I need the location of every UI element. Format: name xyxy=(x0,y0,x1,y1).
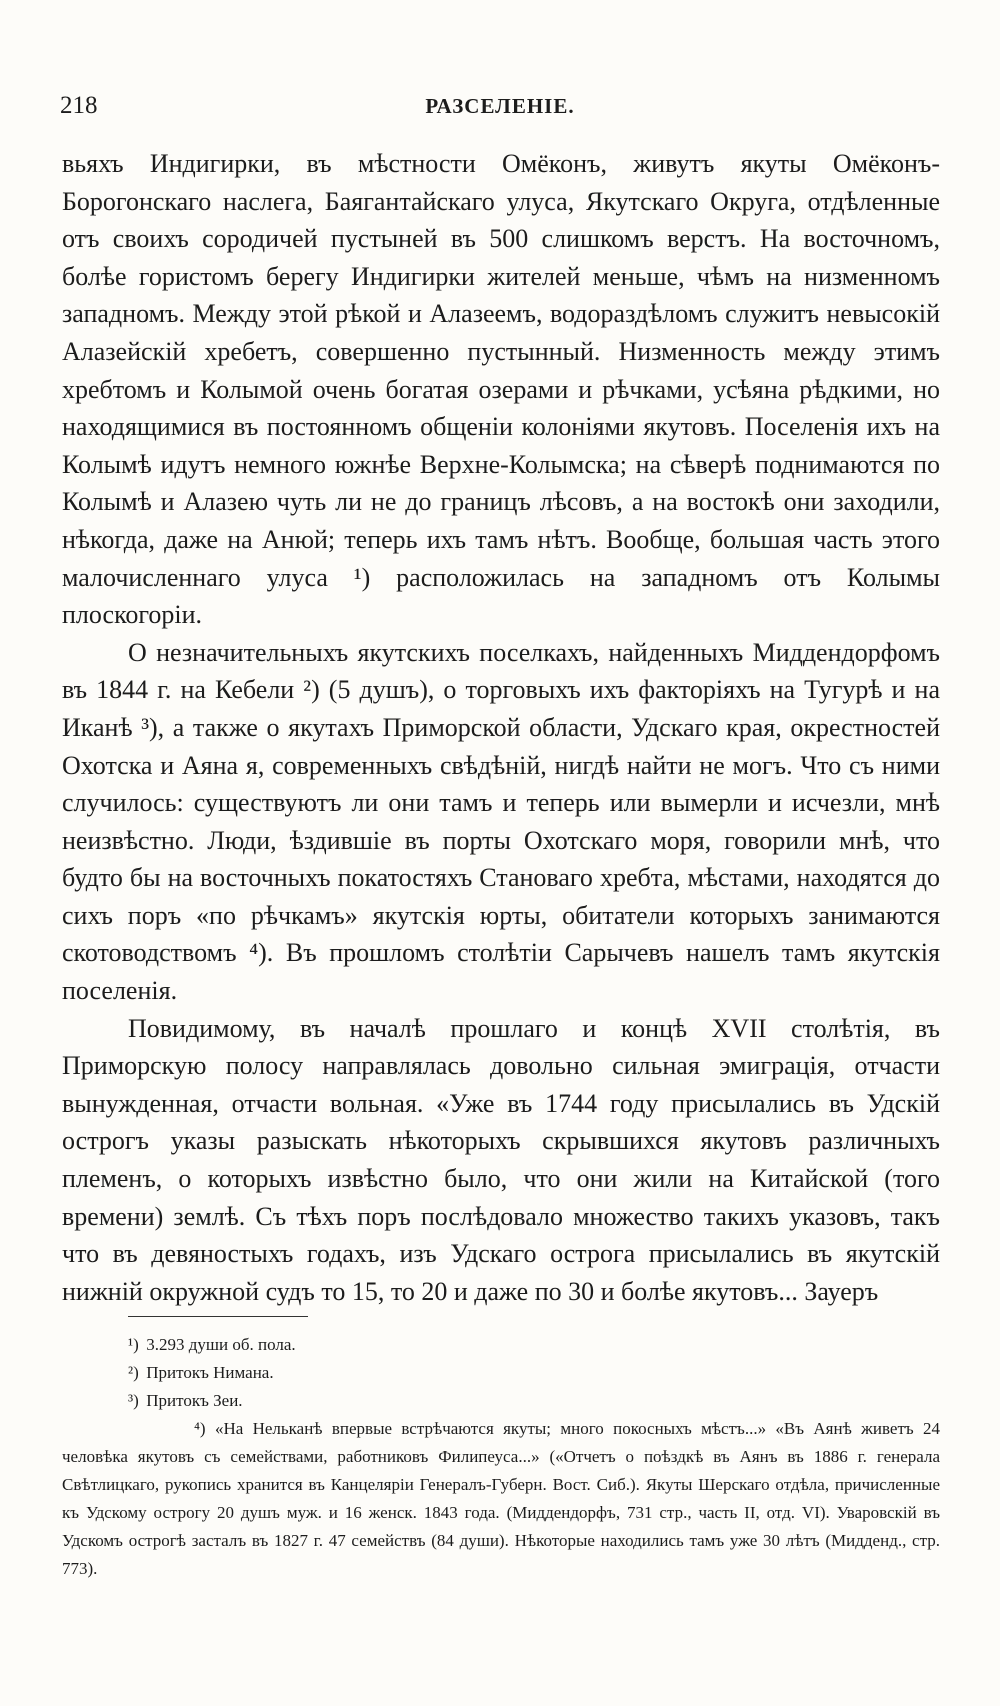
footnote-mark: ³) xyxy=(128,1391,139,1410)
running-title: РАЗСЕЛЕНІЕ. xyxy=(425,94,575,118)
footnote-text: Притокъ Зеи. xyxy=(146,1391,243,1410)
footnote-3 xyxy=(62,1387,940,1415)
footnote-text: 3.293 души об. пола. xyxy=(146,1335,296,1354)
paragraph-2: О незначительныхъ якутскихъ поселкахъ, найденныхъ Миддендорфомъ въ 1844 г. на Кебели ²) (5 душъ), о торговыхъ ихъ факторіяхъ на Тугурѣ и на Иканѣ ³), а также о якутахъ Приморской области, Удскаго края, окрестностей Охотска и Аяна я, современныхъ свѣдѣній, нигдѣ найти не могъ. Что съ ними случилось: существуютъ ли они тамъ и теперь или вымерли и исчезли, мнѣ неизвѣстно. Люди, ѣздившіе въ порты Охотскаго моря, говорили мнѣ, что будто бы на восточныхъ покатостяхъ Становаго хребта, мѣстами, находятся до сихъ поръ «по рѣчкамъ» якутскія юрты, обитатели которыхъ занимаются скотоводствомъ ⁴). Въ прошломъ столѣтіи Сарычевъ нашелъ тамъ якутскія поселенія. xyxy=(62,637,940,1006)
footnote-2 xyxy=(62,1359,940,1387)
footnote-text: «На Нельканѣ впервые встрѣчаются якуты; много покосныхъ мѣстъ...» «Въ Аянѣ живетъ 24 человѣка якутовъ съ семействами, работниковъ Филипеуса...» («Отчетъ о поѣздкѣ въ Аянъ въ 1886 г. генерала Свѣтлицкаго, рукопись хранится въ Канцеляріи Генералъ-Губерн. Вост. Сиб.). Якуты Шерскаго отдѣла, причисленные къ Удскому острогу 20 душъ муж. и 16 женск. 1843 года. (Миддендорфъ, 731 стр., часть II, отд. VI). Уваровскій въ Удскомъ острогѣ засталъ въ 1827 г. 47 семействъ (84 души). Нѣкоторые находились тамъ уже 30 лѣтъ (Мидденд., стр. 773). xyxy=(62,1419,941,1578)
footnote-4 xyxy=(62,1415,940,1583)
footnote-mark: ²) xyxy=(128,1363,139,1382)
footnote-mark: ¹) xyxy=(128,1335,139,1354)
main-text xyxy=(62,145,940,1310)
page-header xyxy=(60,92,940,122)
paragraph-1: вьяхъ Индигирки, въ мѣстности Омёконъ, живутъ якуты Омёконъ-Борогонскаго наслега, Баягантайскаго улуса, Якутскаго Округа, отдѣленные отъ своихъ сородичей пустыней въ 500 слишкомъ верстъ. На восточномъ, болѣе гористомъ берегу Индигирки жителей меньше, чѣмъ на низменномъ западномъ. Между этой рѣкой и Алазеемъ, водораздѣломъ служитъ невысокій Алазейскій хребетъ, совершенно пустынный. Низменность между этимъ хребтомъ и Колымой очень богатая озерами и рѣчками, усѣяна рѣдкими, но находящимися въ постоянномъ общеніи колоніями якутовъ. Поселенія ихъ на Колымѣ идутъ немного южнѣе Верхне-Колымска; на сѣверѣ поднимаются по Колымѣ и Алазею чуть ли не до границъ лѣсовъ, а на востокѣ они заходили, нѣкогда, даже на Анюй; теперь ихъ тамъ нѣтъ. Вообще, большая часть этого малочисленнаго улуса ¹) расположилась на западномъ отъ Колымы плоскогоріи. xyxy=(62,149,940,630)
footnote-text: Притокъ Нимана. xyxy=(146,1363,274,1382)
footnote-mark: ⁴) xyxy=(194,1419,206,1438)
page-number: 218 xyxy=(60,92,98,119)
footnotes xyxy=(62,1331,940,1583)
footnote-1 xyxy=(62,1331,940,1359)
footnote-separator xyxy=(128,1316,308,1317)
paragraph-3: Повидимому, въ началѣ прошлаго и концѣ XVII столѣтія, въ Приморскую полосу направлялась довольно сильная эмиграція, отчасти вынужденная, отчасти вольная. «Уже въ 1744 году присылались въ Удскій острогъ указы разыскать нѣкоторыхъ скрывшихся якутовъ различныхъ племенъ, о которыхъ извѣстно было, что они жили на Китайской (того времени) землѣ. Съ тѣхъ поръ послѣдовало множество такихъ указовъ, такъ что въ девяностыхъ годахъ, изъ Удскаго острога присылались въ якутскій нижній окружной судъ то 15, то 20 и даже по 30 и болѣе якутовъ... Зауеръ xyxy=(62,1013,940,1306)
